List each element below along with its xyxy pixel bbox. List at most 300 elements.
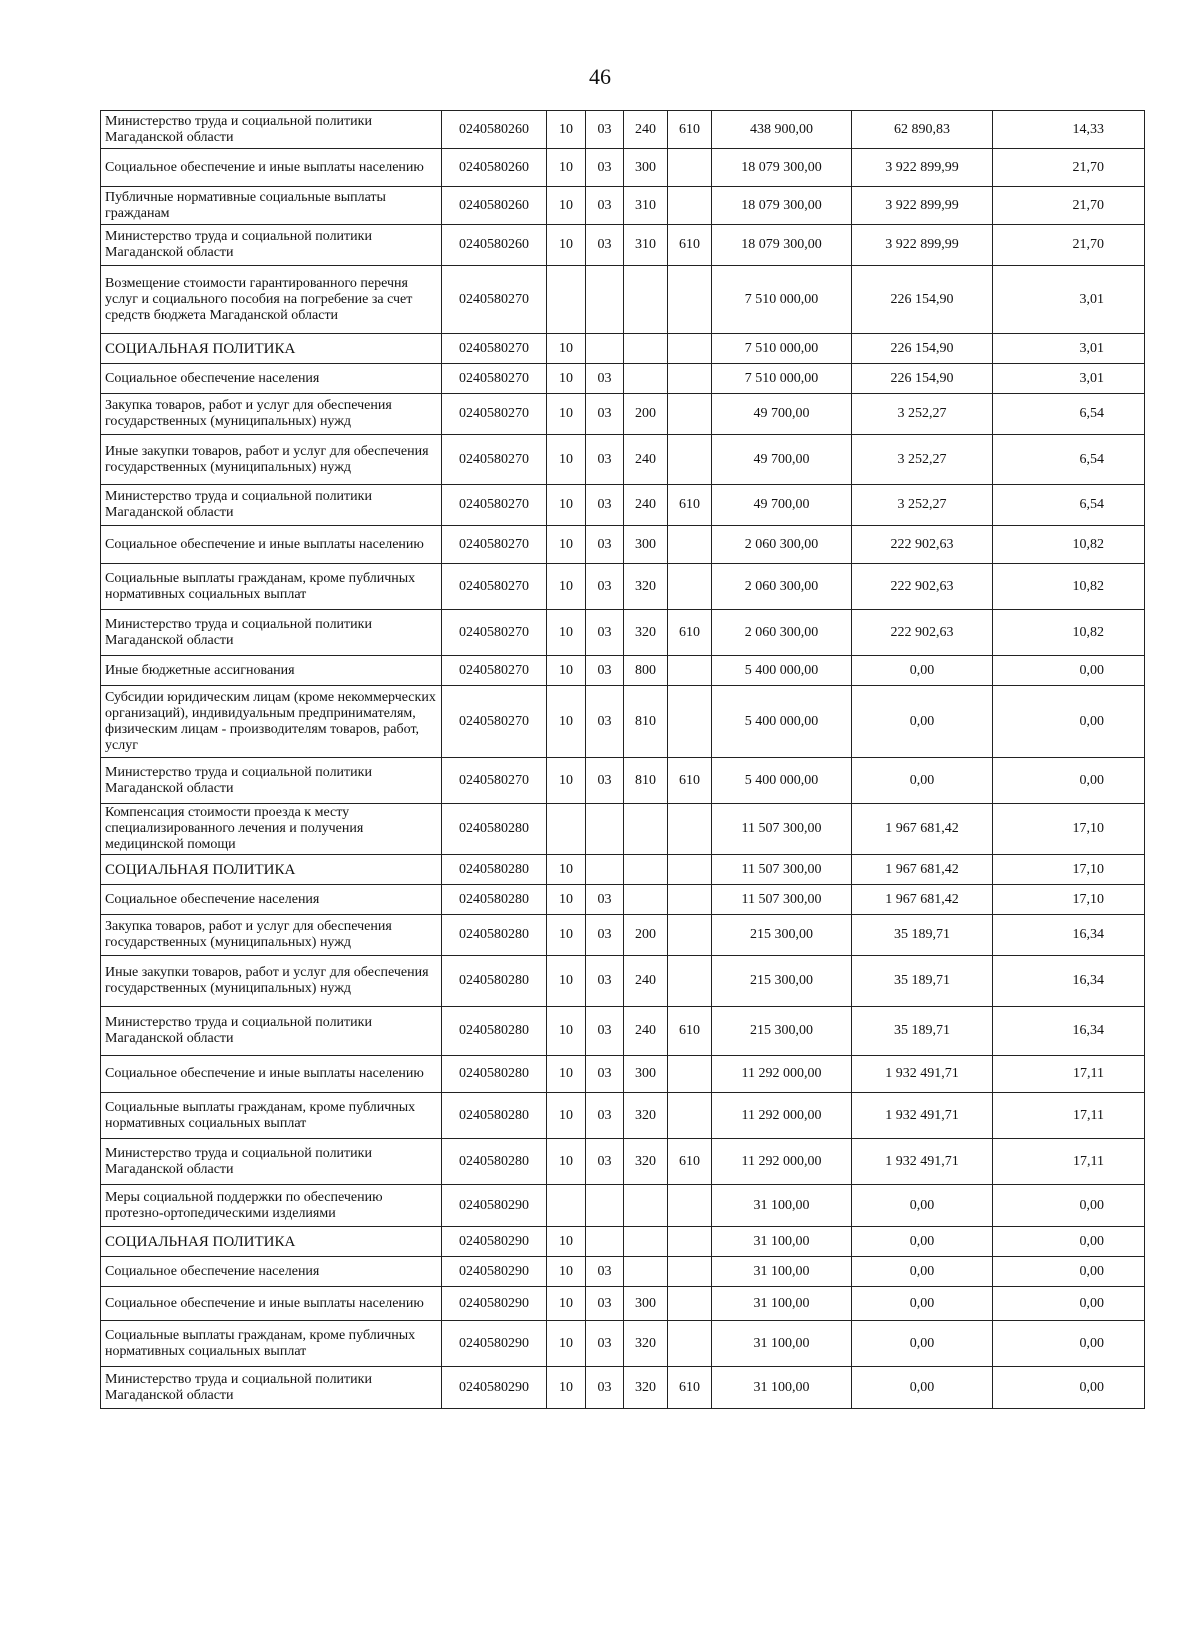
row-admin-code: [668, 855, 712, 885]
row-admin-code: [668, 804, 712, 855]
row-actual-amount: 1 967 681,42: [852, 804, 993, 855]
row-planned-amount: 215 300,00: [712, 1007, 852, 1056]
row-admin-code: [668, 564, 712, 610]
row-subsection-code: [586, 1227, 624, 1257]
row-target-code: 0240580260: [442, 187, 547, 225]
table-row: [101, 885, 1145, 915]
row-expense-type-code: 320: [624, 1321, 668, 1367]
row-subsection-code: 03: [586, 956, 624, 1007]
row-admin-code: 610: [668, 1007, 712, 1056]
row-planned-amount: 5 400 000,00: [712, 656, 852, 686]
row-actual-amount: 0,00: [852, 758, 993, 804]
table-row: [101, 686, 1145, 758]
table-row: [101, 915, 1145, 956]
row-section-code: [547, 1185, 586, 1227]
row-execution-percent: 0,00: [993, 656, 1145, 686]
row-section-code: 10: [547, 610, 586, 656]
table-row: [101, 1093, 1145, 1139]
row-actual-amount: 222 902,63: [852, 610, 993, 656]
row-name: Социальное обеспечение и иные выплаты населению: [101, 1056, 442, 1093]
table-row: [101, 334, 1145, 364]
row-planned-amount: 2 060 300,00: [712, 564, 852, 610]
row-execution-percent: 17,11: [993, 1056, 1145, 1093]
row-execution-percent: 0,00: [993, 1227, 1145, 1257]
row-name: Министерство труда и социальной политики Магаданской области: [101, 1007, 442, 1056]
row-admin-code: [668, 187, 712, 225]
row-expense-type-code: 320: [624, 610, 668, 656]
row-section-code: 10: [547, 334, 586, 364]
table-row: [101, 394, 1145, 435]
row-planned-amount: 11 507 300,00: [712, 885, 852, 915]
row-actual-amount: 1 932 491,71: [852, 1093, 993, 1139]
table-row: [101, 804, 1145, 855]
row-expense-type-code: 320: [624, 1367, 668, 1409]
row-actual-amount: 222 902,63: [852, 526, 993, 564]
row-target-code: 0240580280: [442, 1139, 547, 1185]
row-name: Социальное обеспечение и иные выплаты населению: [101, 1287, 442, 1321]
row-section-code: 10: [547, 686, 586, 758]
row-actual-amount: 3 252,27: [852, 394, 993, 435]
row-target-code: 0240580270: [442, 435, 547, 485]
row-name: Социальные выплаты гражданам, кроме публичных нормативных социальных выплат: [101, 564, 442, 610]
row-planned-amount: 11 507 300,00: [712, 804, 852, 855]
row-target-code: 0240580290: [442, 1321, 547, 1367]
row-name: Иные закупки товаров, работ и услуг для обеспечения государственных (муниципальных) нужд: [101, 956, 442, 1007]
row-section-code: 10: [547, 1093, 586, 1139]
row-name: Социальные выплаты гражданам, кроме публичных нормативных социальных выплат: [101, 1093, 442, 1139]
row-admin-code: 610: [668, 225, 712, 266]
table-row: [101, 111, 1145, 149]
row-name: Иные закупки товаров, работ и услуг для обеспечения государственных (муниципальных) нужд: [101, 435, 442, 485]
page-number: 46: [589, 64, 611, 89]
row-expense-type-code: 810: [624, 758, 668, 804]
row-subsection-code: 03: [586, 394, 624, 435]
row-execution-percent: 10,82: [993, 564, 1145, 610]
row-target-code: 0240580280: [442, 855, 547, 885]
row-name: Социальные выплаты гражданам, кроме публичных нормативных социальных выплат: [101, 1321, 442, 1367]
row-subsection-code: 03: [586, 225, 624, 266]
row-actual-amount: 0,00: [852, 656, 993, 686]
table-row: [101, 266, 1145, 334]
row-expense-type-code: 320: [624, 1139, 668, 1185]
row-actual-amount: 1 967 681,42: [852, 885, 993, 915]
row-admin-code: [668, 1321, 712, 1367]
row-name: Социальное обеспечение населения: [101, 1257, 442, 1287]
row-subsection-code: 03: [586, 915, 624, 956]
row-expense-type-code: 240: [624, 111, 668, 149]
row-name: Министерство труда и социальной политики Магаданской области: [101, 225, 442, 266]
row-actual-amount: 3 922 899,99: [852, 149, 993, 187]
row-target-code: 0240580290: [442, 1367, 547, 1409]
row-admin-code: [668, 364, 712, 394]
row-section-code: 10: [547, 1056, 586, 1093]
row-actual-amount: 226 154,90: [852, 334, 993, 364]
row-subsection-code: 03: [586, 1007, 624, 1056]
row-section-code: 10: [547, 915, 586, 956]
row-actual-amount: 35 189,71: [852, 915, 993, 956]
row-subsection-code: 03: [586, 435, 624, 485]
row-planned-amount: 49 700,00: [712, 394, 852, 435]
row-actual-amount: 0,00: [852, 1227, 993, 1257]
row-admin-code: [668, 885, 712, 915]
row-section-code: [547, 266, 586, 334]
row-execution-percent: 21,70: [993, 149, 1145, 187]
row-admin-code: [668, 266, 712, 334]
row-actual-amount: 35 189,71: [852, 1007, 993, 1056]
row-actual-amount: 0,00: [852, 1287, 993, 1321]
row-planned-amount: 31 100,00: [712, 1257, 852, 1287]
row-subsection-code: 03: [586, 526, 624, 564]
row-expense-type-code: [624, 855, 668, 885]
row-section-code: 10: [547, 485, 586, 526]
row-actual-amount: 0,00: [852, 1321, 993, 1367]
row-admin-code: 610: [668, 758, 712, 804]
row-admin-code: [668, 1257, 712, 1287]
row-subsection-code: 03: [586, 610, 624, 656]
row-target-code: 0240580270: [442, 364, 547, 394]
row-admin-code: [668, 1227, 712, 1257]
row-planned-amount: 5 400 000,00: [712, 686, 852, 758]
row-expense-type-code: 800: [624, 656, 668, 686]
row-actual-amount: 226 154,90: [852, 364, 993, 394]
row-expense-type-code: 300: [624, 149, 668, 187]
table-row: [101, 656, 1145, 686]
row-target-code: 0240580280: [442, 956, 547, 1007]
row-section-code: 10: [547, 1257, 586, 1287]
row-name: Министерство труда и социальной политики Магаданской области: [101, 758, 442, 804]
row-expense-type-code: 310: [624, 225, 668, 266]
row-section-code: 10: [547, 1139, 586, 1185]
row-planned-amount: 18 079 300,00: [712, 225, 852, 266]
row-expense-type-code: 320: [624, 1093, 668, 1139]
row-execution-percent: 0,00: [993, 686, 1145, 758]
row-target-code: 0240580290: [442, 1227, 547, 1257]
row-name: Субсидии юридическим лицам (кроме некоммерческих организаций), индивидуальным предпринимателям, физическим лицам - производителям товаров, работ, услуг: [101, 686, 442, 758]
row-name: Закупка товаров, работ и услуг для обеспечения государственных (муниципальных) нужд: [101, 394, 442, 435]
row-expense-type-code: 240: [624, 956, 668, 1007]
table-row: [101, 1367, 1145, 1409]
row-name: Социальное обеспечение и иные выплаты населению: [101, 149, 442, 187]
row-target-code: 0240580270: [442, 610, 547, 656]
row-target-code: 0240580280: [442, 915, 547, 956]
row-subsection-code: 03: [586, 1367, 624, 1409]
row-expense-type-code: [624, 885, 668, 915]
table-row: [101, 564, 1145, 610]
table-row: [101, 435, 1145, 485]
row-planned-amount: 18 079 300,00: [712, 149, 852, 187]
row-section-code: 10: [547, 111, 586, 149]
row-execution-percent: 0,00: [993, 1287, 1145, 1321]
budget-table: [100, 110, 1145, 1409]
row-execution-percent: 0,00: [993, 1367, 1145, 1409]
row-target-code: 0240580270: [442, 758, 547, 804]
row-section-code: 10: [547, 1007, 586, 1056]
row-subsection-code: [586, 855, 624, 885]
row-expense-type-code: [624, 266, 668, 334]
row-name: Социальное обеспечение и иные выплаты населению: [101, 526, 442, 564]
row-expense-type-code: 240: [624, 485, 668, 526]
row-subsection-code: 03: [586, 656, 624, 686]
row-planned-amount: 31 100,00: [712, 1227, 852, 1257]
row-section-code: [547, 804, 586, 855]
row-execution-percent: 17,10: [993, 804, 1145, 855]
table-row: [101, 1139, 1145, 1185]
row-target-code: 0240580280: [442, 1056, 547, 1093]
row-name: СОЦИАЛЬНАЯ ПОЛИТИКА: [101, 855, 442, 885]
row-subsection-code: 03: [586, 1257, 624, 1287]
row-planned-amount: 11 292 000,00: [712, 1056, 852, 1093]
row-planned-amount: 215 300,00: [712, 915, 852, 956]
row-admin-code: [668, 915, 712, 956]
row-section-code: 10: [547, 435, 586, 485]
row-execution-percent: 21,70: [993, 225, 1145, 266]
row-name: Возмещение стоимости гарантированного перечня услуг и социального пособия на погребение за счет средств бюджета Магаданской области: [101, 266, 442, 334]
row-execution-percent: 3,01: [993, 334, 1145, 364]
table-row: [101, 485, 1145, 526]
row-name: Министерство труда и социальной политики Магаданской области: [101, 111, 442, 149]
row-actual-amount: 0,00: [852, 1185, 993, 1227]
row-target-code: 0240580280: [442, 1007, 547, 1056]
row-expense-type-code: 300: [624, 526, 668, 564]
row-planned-amount: 31 100,00: [712, 1367, 852, 1409]
row-subsection-code: [586, 334, 624, 364]
row-execution-percent: 17,11: [993, 1139, 1145, 1185]
row-name: СОЦИАЛЬНАЯ ПОЛИТИКА: [101, 334, 442, 364]
row-admin-code: [668, 334, 712, 364]
row-target-code: 0240580260: [442, 111, 547, 149]
row-target-code: 0240580290: [442, 1185, 547, 1227]
row-name: Публичные нормативные социальные выплаты гражданам: [101, 187, 442, 225]
row-target-code: 0240580280: [442, 885, 547, 915]
row-target-code: 0240580270: [442, 656, 547, 686]
row-section-code: 10: [547, 564, 586, 610]
row-actual-amount: 3 252,27: [852, 485, 993, 526]
row-planned-amount: 11 507 300,00: [712, 855, 852, 885]
row-planned-amount: 11 292 000,00: [712, 1139, 852, 1185]
row-subsection-code: 03: [586, 149, 624, 187]
row-subsection-code: [586, 266, 624, 334]
row-target-code: 0240580270: [442, 564, 547, 610]
row-execution-percent: 6,54: [993, 435, 1145, 485]
row-expense-type-code: 240: [624, 435, 668, 485]
row-expense-type-code: [624, 1257, 668, 1287]
row-target-code: 0240580290: [442, 1257, 547, 1287]
row-subsection-code: 03: [586, 885, 624, 915]
row-execution-percent: 17,10: [993, 885, 1145, 915]
row-expense-type-code: 810: [624, 686, 668, 758]
row-actual-amount: 1 967 681,42: [852, 855, 993, 885]
row-name: Компенсация стоимости проезда к месту специализированного лечения и получения медицинской помощи: [101, 804, 442, 855]
row-section-code: 10: [547, 1367, 586, 1409]
row-admin-code: 610: [668, 1367, 712, 1409]
table-row: [101, 364, 1145, 394]
table-row: [101, 956, 1145, 1007]
table-row: [101, 758, 1145, 804]
row-execution-percent: 10,82: [993, 526, 1145, 564]
row-expense-type-code: 320: [624, 564, 668, 610]
row-expense-type-code: 300: [624, 1287, 668, 1321]
table-row: [101, 526, 1145, 564]
row-planned-amount: 2 060 300,00: [712, 610, 852, 656]
row-target-code: 0240580280: [442, 1093, 547, 1139]
row-admin-code: [668, 686, 712, 758]
row-admin-code: [668, 149, 712, 187]
row-expense-type-code: [624, 804, 668, 855]
row-admin-code: [668, 956, 712, 1007]
row-execution-percent: 17,10: [993, 855, 1145, 885]
row-name: Социальное обеспечение населения: [101, 885, 442, 915]
row-execution-percent: 3,01: [993, 266, 1145, 334]
row-planned-amount: 18 079 300,00: [712, 187, 852, 225]
row-execution-percent: 17,11: [993, 1093, 1145, 1139]
row-target-code: 0240580270: [442, 266, 547, 334]
row-admin-code: [668, 435, 712, 485]
table-row: [101, 610, 1145, 656]
row-section-code: 10: [547, 656, 586, 686]
table-row: [101, 855, 1145, 885]
table-row: [101, 1056, 1145, 1093]
row-subsection-code: 03: [586, 1139, 624, 1185]
row-name: Министерство труда и социальной политики Магаданской области: [101, 485, 442, 526]
row-subsection-code: 03: [586, 1321, 624, 1367]
row-actual-amount: 222 902,63: [852, 564, 993, 610]
row-actual-amount: 62 890,83: [852, 111, 993, 149]
row-subsection-code: 03: [586, 1093, 624, 1139]
row-section-code: 10: [547, 149, 586, 187]
row-expense-type-code: 310: [624, 187, 668, 225]
row-expense-type-code: [624, 1227, 668, 1257]
row-execution-percent: 16,34: [993, 956, 1145, 1007]
row-execution-percent: 6,54: [993, 485, 1145, 526]
row-section-code: 10: [547, 225, 586, 266]
row-actual-amount: 0,00: [852, 1257, 993, 1287]
row-subsection-code: 03: [586, 111, 624, 149]
row-planned-amount: 215 300,00: [712, 956, 852, 1007]
row-actual-amount: 0,00: [852, 1367, 993, 1409]
row-actual-amount: 3 252,27: [852, 435, 993, 485]
row-admin-code: 610: [668, 485, 712, 526]
row-admin-code: 610: [668, 610, 712, 656]
row-planned-amount: 31 100,00: [712, 1321, 852, 1367]
row-admin-code: [668, 394, 712, 435]
row-section-code: 10: [547, 855, 586, 885]
row-planned-amount: 7 510 000,00: [712, 364, 852, 394]
row-target-code: 0240580270: [442, 686, 547, 758]
row-admin-code: [668, 1287, 712, 1321]
row-actual-amount: 226 154,90: [852, 266, 993, 334]
row-expense-type-code: 300: [624, 1056, 668, 1093]
row-section-code: 10: [547, 758, 586, 804]
row-actual-amount: 0,00: [852, 686, 993, 758]
row-target-code: 0240580260: [442, 149, 547, 187]
table-row: [101, 1321, 1145, 1367]
row-execution-percent: 0,00: [993, 758, 1145, 804]
row-section-code: 10: [547, 885, 586, 915]
row-subsection-code: 03: [586, 564, 624, 610]
row-actual-amount: 1 932 491,71: [852, 1056, 993, 1093]
row-subsection-code: 03: [586, 686, 624, 758]
row-execution-percent: 21,70: [993, 187, 1145, 225]
row-admin-code: [668, 526, 712, 564]
row-target-code: 0240580290: [442, 1287, 547, 1321]
row-target-code: 0240580270: [442, 334, 547, 364]
row-expense-type-code: 200: [624, 394, 668, 435]
row-subsection-code: 03: [586, 187, 624, 225]
row-planned-amount: 2 060 300,00: [712, 526, 852, 564]
table-row: [101, 187, 1145, 225]
row-actual-amount: 3 922 899,99: [852, 187, 993, 225]
row-planned-amount: 11 292 000,00: [712, 1093, 852, 1139]
row-target-code: 0240580270: [442, 394, 547, 435]
row-expense-type-code: 200: [624, 915, 668, 956]
row-admin-code: 610: [668, 1139, 712, 1185]
row-expense-type-code: [624, 364, 668, 394]
row-name: Министерство труда и социальной политики Магаданской области: [101, 1139, 442, 1185]
row-execution-percent: 0,00: [993, 1185, 1145, 1227]
row-name: Меры социальной поддержки по обеспечению протезно-ортопедическими изделиями: [101, 1185, 442, 1227]
row-planned-amount: 7 510 000,00: [712, 334, 852, 364]
row-target-code: 0240580270: [442, 485, 547, 526]
row-planned-amount: 49 700,00: [712, 435, 852, 485]
row-name: Иные бюджетные ассигнования: [101, 656, 442, 686]
row-target-code: 0240580280: [442, 804, 547, 855]
row-name: Министерство труда и социальной политики Магаданской области: [101, 1367, 442, 1409]
table-row: [101, 1287, 1145, 1321]
row-planned-amount: 438 900,00: [712, 111, 852, 149]
row-actual-amount: 1 932 491,71: [852, 1139, 993, 1185]
row-admin-code: 610: [668, 111, 712, 149]
row-planned-amount: 31 100,00: [712, 1185, 852, 1227]
row-section-code: 10: [547, 1227, 586, 1257]
row-admin-code: [668, 1056, 712, 1093]
table-row: [101, 149, 1145, 187]
row-execution-percent: 0,00: [993, 1257, 1145, 1287]
row-admin-code: [668, 656, 712, 686]
row-name: Министерство труда и социальной политики Магаданской области: [101, 610, 442, 656]
row-target-code: 0240580270: [442, 526, 547, 564]
row-planned-amount: 49 700,00: [712, 485, 852, 526]
row-section-code: 10: [547, 364, 586, 394]
table-body: [101, 111, 1145, 1409]
row-expense-type-code: [624, 334, 668, 364]
row-execution-percent: 0,00: [993, 1321, 1145, 1367]
row-section-code: 10: [547, 526, 586, 564]
row-section-code: 10: [547, 187, 586, 225]
table-row: [101, 1007, 1145, 1056]
table-row: [101, 1257, 1145, 1287]
row-execution-percent: 10,82: [993, 610, 1145, 656]
row-planned-amount: 31 100,00: [712, 1287, 852, 1321]
row-subsection-code: [586, 1185, 624, 1227]
row-planned-amount: 5 400 000,00: [712, 758, 852, 804]
row-subsection-code: 03: [586, 364, 624, 394]
row-subsection-code: 03: [586, 485, 624, 526]
row-admin-code: [668, 1093, 712, 1139]
row-admin-code: [668, 1185, 712, 1227]
row-section-code: 10: [547, 956, 586, 1007]
row-section-code: 10: [547, 394, 586, 435]
row-subsection-code: 03: [586, 758, 624, 804]
row-name: Закупка товаров, работ и услуг для обеспечения государственных (муниципальных) нужд: [101, 915, 442, 956]
row-execution-percent: 16,34: [993, 915, 1145, 956]
table-row: [101, 1185, 1145, 1227]
row-subsection-code: 03: [586, 1287, 624, 1321]
row-actual-amount: 3 922 899,99: [852, 225, 993, 266]
row-execution-percent: 14,33: [993, 111, 1145, 149]
row-execution-percent: 6,54: [993, 394, 1145, 435]
row-name: СОЦИАЛЬНАЯ ПОЛИТИКА: [101, 1227, 442, 1257]
row-expense-type-code: 240: [624, 1007, 668, 1056]
